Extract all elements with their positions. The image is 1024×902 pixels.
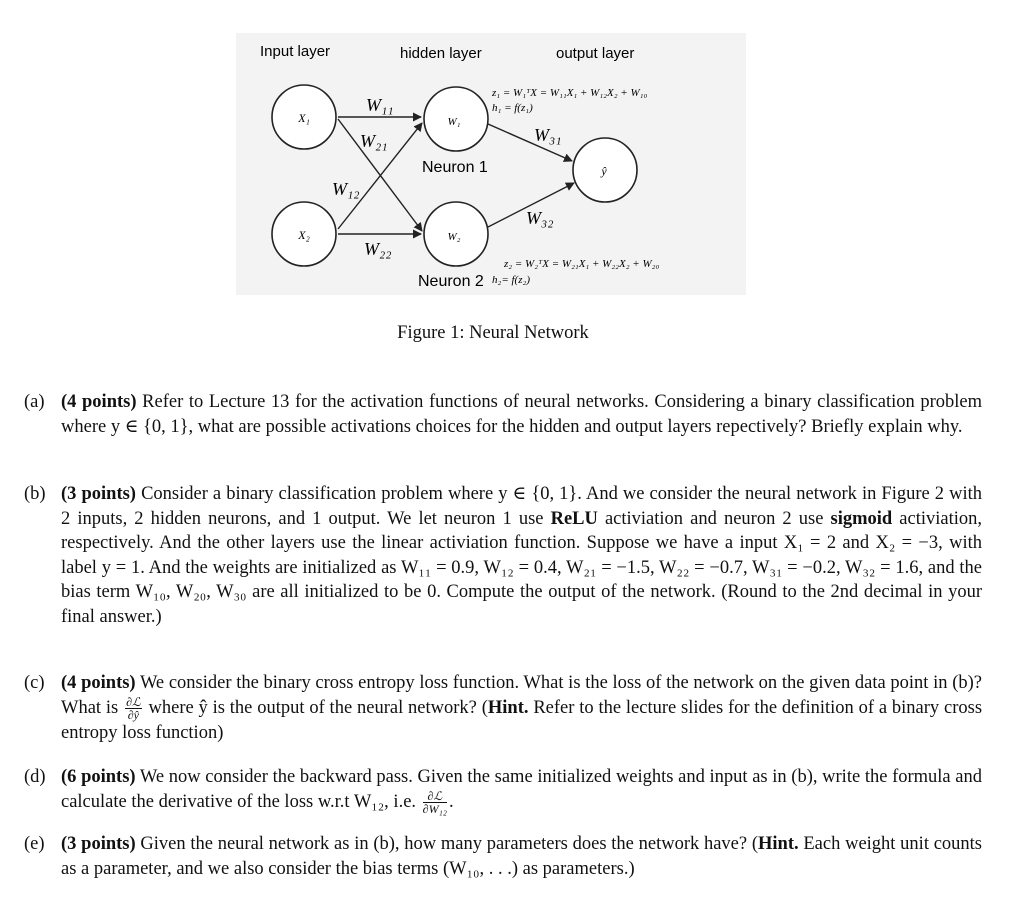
figure-panel [236,33,746,295]
sigmoid-keyword: sigmoid [830,508,893,529]
question-c-label: (c) [24,673,45,693]
input-layer-label: Input layer [260,43,331,60]
question-e-label: (e) [24,834,45,854]
question-d-label: (d) [24,767,46,787]
question-b-body-1: Consider a binary classification problem where y ∈ {0, 1}. And we consider the neural network in Figure 2 with 2 inputs, 2 hidden neurons, and 1 output. We let neuron 1 use [61,484,982,529]
dl-dw12-fraction [423,790,447,815]
neuron-2-label: Neuron 2 [418,273,484,290]
question-e [24,832,982,881]
question-d [24,765,982,815]
equation-h1: h₁ = f(z₁) [492,102,533,114]
equation-h2: h₂= f(z₂) [492,274,530,286]
question-a-body: Refer to Lecture 13 for the activation functions of neural networks. Considering a binary classification problem where y ∈ {0, 1}, what are possible activations choices for the hidden and output layers repectively? Briefly explain why. [61,392,982,437]
question-d-text [61,765,982,815]
question-a-text [61,390,982,439]
question-c-points: (4 points) [61,673,136,693]
question-c [24,671,982,745]
question-c-text [61,671,982,745]
weight-label-w31: W₃₁ [534,125,562,145]
weight-label-w21: W₂₁ [360,131,388,151]
question-b-body-3: activiation, respectively. And the other layers use the linear activiation function. Suppose we have a input X₁ = 2 and X₂ = −3, with label y = 1. And the weights are initialized as W₁₁ = 0.9, W₁₂ = 0.4, W₂₁ = −1.5, W₂₂ = −0.7, W₃₁ = −0.2, W₃₂ = 1.6, and the bias term W₁₀, W₂₀, W₃₀ are all initialized to be 0. Compute the output of the network. (Round to the 2nd decimal in your final answer.) [61,508,983,627]
relu-keyword: ReLU [550,508,598,529]
question-b-text [61,482,982,630]
node-label-w1: W₁ [447,116,461,128]
output-layer-label: output layer [556,45,635,62]
fraction-numerator: ∂ℒ [423,790,447,803]
question-e-body-1: Given the neural network as in (b), how many parameters does the network have? ( [140,834,759,854]
question-c-body-2: where ŷ is the output of the neural network? ( [148,697,488,718]
question-a [24,390,982,439]
question-d-body-1: We now consider the backward pass. Given the same initialized weights and input as in (b), write the formula and calculate the derivative of the loss w.r.t W₁₂, i.e. [61,767,983,812]
weight-label-w12: W₁₂ [332,179,360,199]
neural-network-diagram [236,33,746,295]
hidden-layer-label: hidden layer [400,45,482,62]
question-c-body-1: We consider the binary cross entropy loss function. What is the loss of the network on the given data point in (b)? What is [61,673,982,718]
equation-z2: z₂ = W₂ᵀX = W₂₁X₁ + W₂₂X₂ + W₂₀ [504,258,660,270]
question-a-points: (4 points) [61,392,137,412]
question-b-body-2: activiation and neuron 2 use [604,508,824,529]
question-b-label: (b) [24,484,46,504]
node-label-yhat: ŷ [601,164,607,178]
weight-label-w32: W₃₂ [526,208,554,228]
fraction-denominator: ∂ŷ [127,707,139,722]
question-b [24,482,982,630]
question-b-points: (3 points) [61,484,136,504]
question-a-label: (a) [24,392,45,412]
fraction-denominator: ∂W₁₂ [422,801,447,816]
neuron-1-label: Neuron 1 [422,159,488,176]
equation-z1: z₁ = W₁ᵀX = W₁₁X₁ + W₁₂X₂ + W₁₀ [492,87,648,99]
node-label-w2: W₂ [447,231,461,243]
fraction-numerator: ∂ℒ [126,694,141,709]
question-e-text [61,832,982,881]
weight-label-w11: W₁₁ [366,95,394,115]
question-e-points: (3 points) [61,834,136,854]
figure-caption: Figure 1: Neural Network [397,323,589,343]
question-e-hint: Hint. [758,834,799,854]
question-d-body-2: . [448,791,454,812]
dl-dyhat-fraction [125,696,142,721]
question-c-body-3: Refer to the lecture slides for the definition of a binary cross entropy loss function) [61,697,983,743]
node-label-x2: X₂ [298,228,310,242]
question-e-body-2: Each weight unit counts as a parameter, and we also consider the bias terms (W₁₀, . . .) as parameters.) [61,834,983,879]
question-d-points: (6 points) [61,767,136,787]
weight-label-w22: W₂₂ [364,239,392,259]
question-c-hint: Hint. [487,697,529,718]
node-label-x1: X₁ [298,111,310,125]
